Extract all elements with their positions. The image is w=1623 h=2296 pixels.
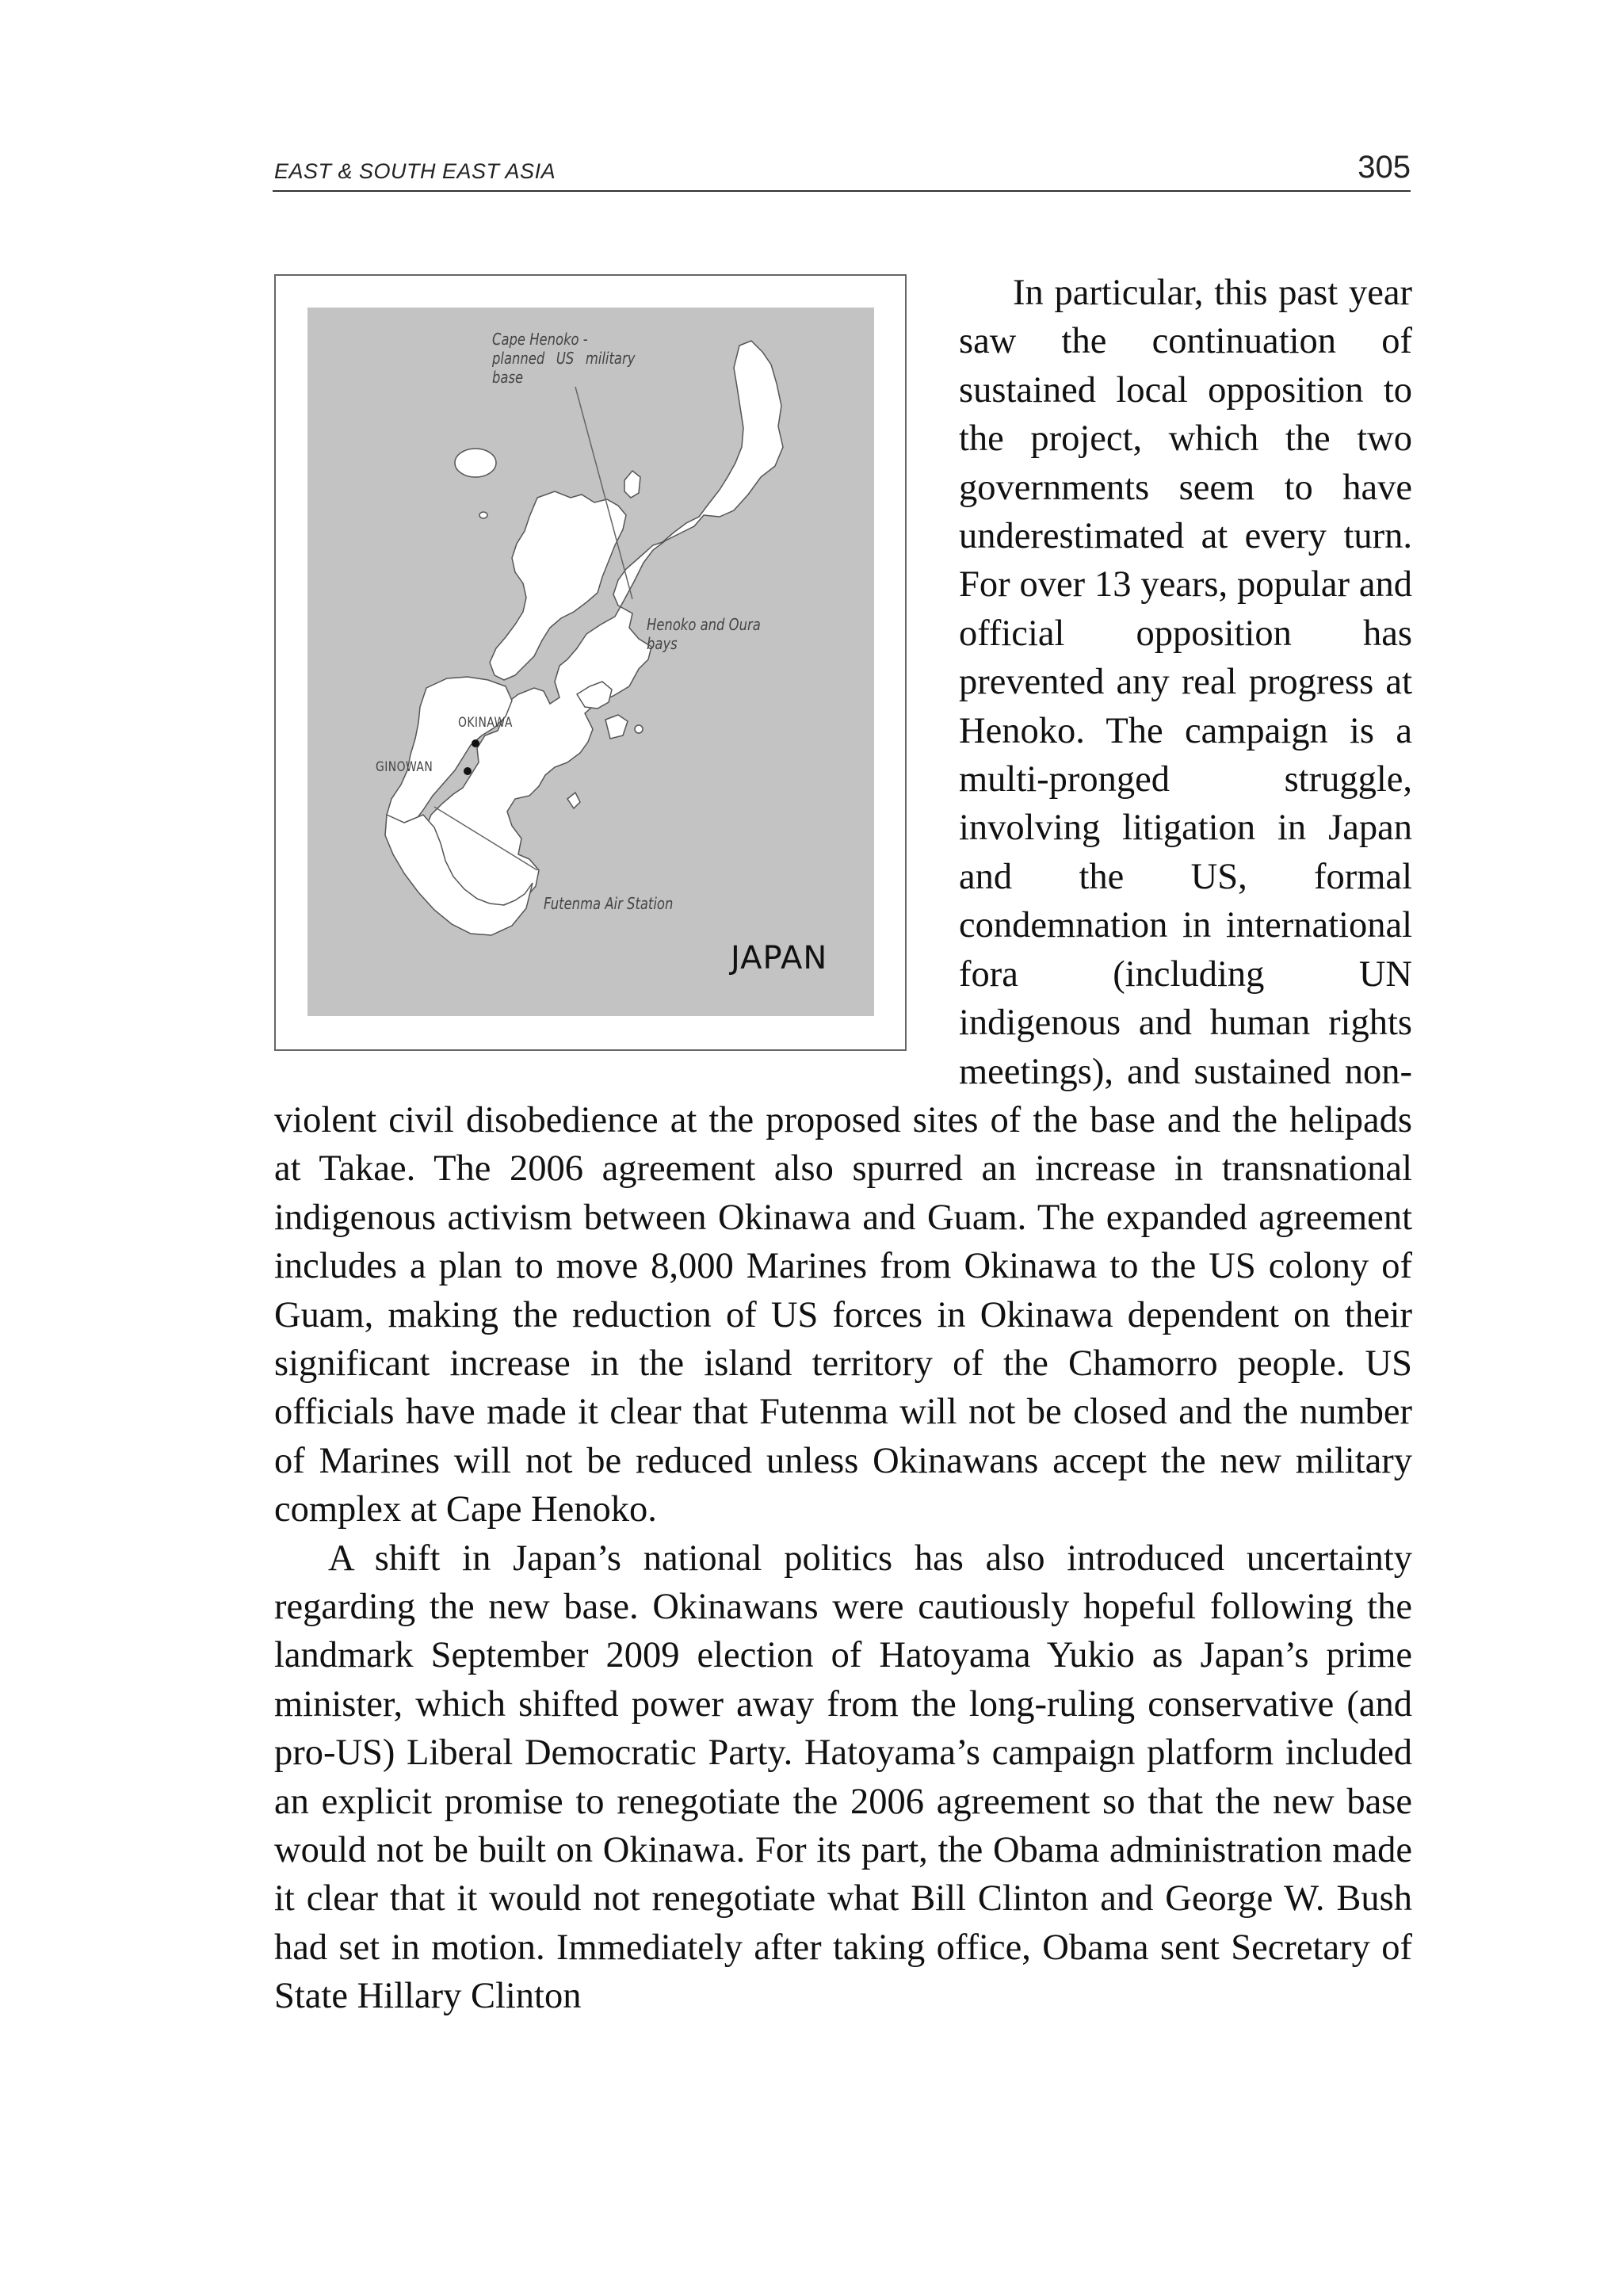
map-area <box>307 308 874 1016</box>
eastern-islet-2 <box>605 715 628 739</box>
okinawa-map-figure <box>274 274 907 1051</box>
eastern-islet-3 <box>635 725 643 733</box>
okinawa-city-label: OKINAWA <box>458 715 513 731</box>
henoko-islet <box>624 471 640 498</box>
small-islet <box>479 512 487 518</box>
ginowan-city-dot <box>464 767 472 775</box>
futenma-air-station-label: Futenma Air Station <box>544 894 674 913</box>
henoko-oura-bays-label: Henoko and Oura bays <box>647 615 761 653</box>
ginowan-city-label: GINOWAN <box>376 759 433 775</box>
country-label: JAPAN <box>731 940 828 976</box>
page-number: 305 <box>1358 150 1411 185</box>
western-islet <box>455 449 496 477</box>
body-text <box>274 269 1412 2021</box>
okinawa-city-dot <box>472 739 479 747</box>
eastern-islet-4 <box>567 793 580 808</box>
section-title: EAST & SOUTH EAST ASIA <box>274 159 556 183</box>
paragraph: In particular, this past year saw the continuation of sustained local opposition to the project, which the two governments seem to have underestimated at every turn. For over 13 years, popular and official opposition has prevented any real progress at Henoko. The campaign is a multi-pronged struggle, involving litigation in Japan and the US, formal condemnation in international fora (including UN indigenous and human rights meetings), and sustained non-violent civil disobedience at the proposed sites of the base and the helipads at Takae. The 2006 agreement also spurred an increase in transnational indigenous activism between Okinawa and Guam. The expanded agreement includes a plan to move 8,000 Marines from Okinawa to the US colony of Guam, making the reduction of US forces in Okinawa dependent on their significant increase in the island territory of the Chamorro people. US officials have made it clear that Futenma will not be closed and the number of Marines will not be reduced unless Okinawans accept the new military complex at Cape Henoko. <box>274 273 1412 1530</box>
cape-henoko-label: Cape Henoko - planned US military base <box>492 330 636 387</box>
running-head <box>273 151 1411 192</box>
paragraph: A shift in Japan’s national politics has also introduced uncertainty regarding the new base. Okinawans were cautiously hopeful following the landmark September 2009 election of Hatoyama Yukio as Japan’s prime minister, which shifted power away from the long-ruling conservative (and pro-US) Liberal Democratic Party. Hatoyama’s campaign platform included an explicit promise to renegotiate the 2006 agreement so that the new base would not be built on Okinawa. For its part, the Obama administration made it clear that it would not renegotiate what Bill Clinton and George W. Bush had set in motion. Immediately after taking office, Obama sent Secretary of State Hillary Clinton <box>274 1538 1412 2017</box>
